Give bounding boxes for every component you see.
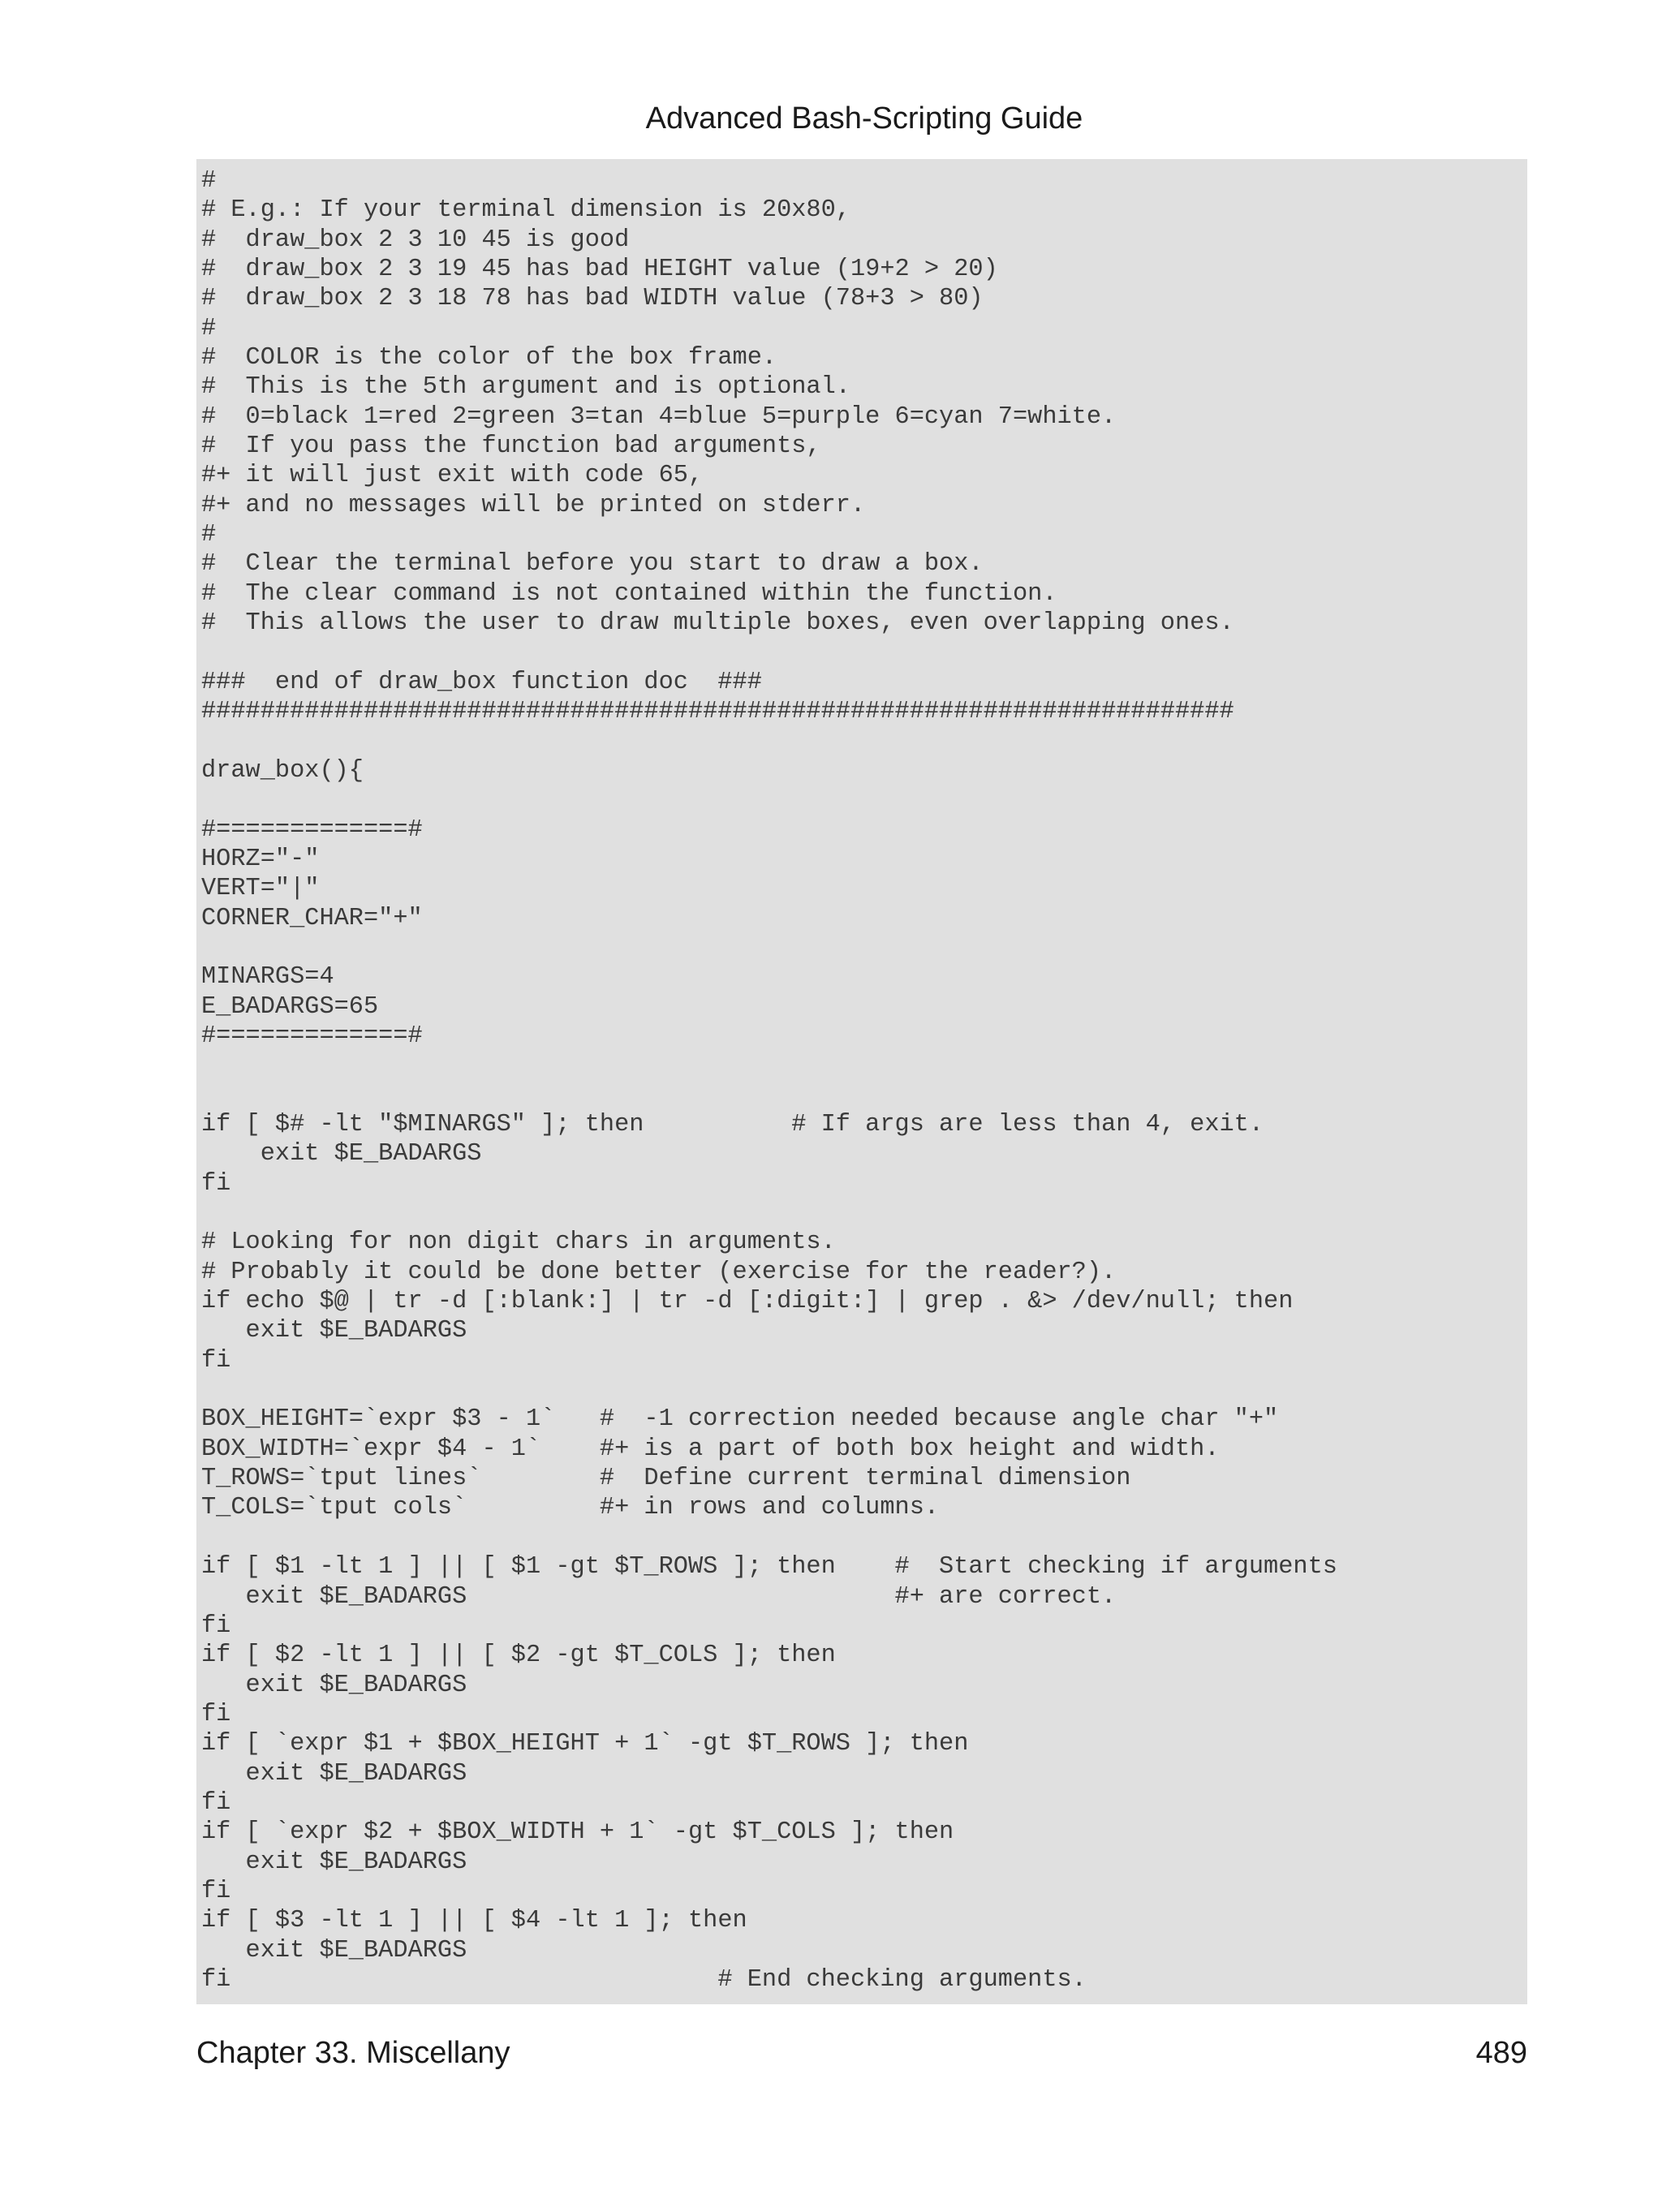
code-line: if [ $3 -lt 1 ] || [ $4 -lt 1 ]; then [201, 1907, 747, 1935]
code-line [201, 933, 1527, 962]
code-line: # [201, 167, 217, 195]
code-line: T_COLS=`tput cols` #+ in rows and columns. [201, 1494, 940, 1522]
code-line: exit $E_BADARGS [201, 1759, 467, 1788]
code-line: fi # End checking arguments. [201, 1965, 1087, 1994]
code-line: # The clear command is not contained within the function. [201, 579, 1057, 608]
code-line: draw_box(){ [201, 756, 364, 785]
code-line: fi [201, 1877, 231, 1905]
code-line [201, 1375, 1527, 1405]
code-line: # Clear the terminal before you start to draw a box. [201, 550, 984, 579]
code-line: ### end of draw_box function doc ### [201, 668, 762, 696]
code-line: #=============# [201, 1022, 423, 1050]
page-header: Advanced Bash-Scripting Guide [645, 101, 1083, 136]
code-line: fi [201, 1169, 231, 1198]
code-line: CORNER_CHAR="+" [201, 904, 423, 932]
code-line: BOX_WIDTH=`expr $4 - 1` #+ is a part of both box height and width. [201, 1435, 1220, 1463]
code-line: # draw_box 2 3 10 45 is good [201, 226, 630, 254]
code-line: # This allows the user to draw multiple boxes, even overlapping ones. [201, 609, 1234, 638]
code-line: T_ROWS=`tput lines` # Define current terminal dimension [201, 1465, 1131, 1493]
code-line: exit $E_BADARGS [201, 1848, 467, 1876]
code-line: if [ $2 -lt 1 ] || [ $2 -gt $T_COLS ]; then [201, 1642, 836, 1670]
code-line: exit $E_BADARGS [201, 1936, 467, 1965]
code-line: VERT="|" [201, 875, 320, 903]
code-line: fi [201, 1346, 231, 1375]
code-line: fi [201, 1612, 231, 1640]
code-line [201, 1199, 1527, 1228]
code-line: # [201, 314, 217, 342]
code-line: #+ and no messages will be printed on stderr. [201, 491, 866, 519]
code-line: # E.g.: If your terminal dimension is 20x80, [201, 196, 850, 225]
code-line: MINARGS=4 [201, 963, 334, 992]
chapter-title: Chapter 33. Miscellany [196, 2036, 510, 2070]
code-line: if [ $# -lt "$MINARGS" ]; then # If args are less than 4, exit. [201, 1111, 1264, 1138]
code-line: exit $E_BADARGS [201, 1140, 482, 1168]
code-line: # Looking for non digit chars in arguments. [201, 1229, 836, 1257]
code-line: # This is the 5th argument and is optional. [201, 373, 850, 402]
code-line: ###################################################################### [201, 698, 1234, 726]
code-line [201, 1081, 1527, 1110]
code-line [201, 727, 1527, 756]
code-line: BOX_HEIGHT=`expr $3 - 1` # -1 correction needed because angle char "+" [201, 1405, 1279, 1434]
code-line: # Probably it could be done better (exercise for the reader?). [201, 1258, 1117, 1286]
code-line: # If you pass the function bad arguments, [201, 433, 821, 461]
code-line: exit $E_BADARGS #+ are correct. [201, 1582, 1117, 1611]
code-line: if [ `expr $1 + $BOX_HEIGHT + 1` -gt $T_ROWS ]; then [201, 1730, 969, 1758]
code-line: exit $E_BADARGS [201, 1671, 467, 1699]
code-line: exit $E_BADARGS [201, 1317, 467, 1345]
code-line: E_BADARGS=65 [201, 992, 379, 1021]
code-line [201, 639, 1527, 668]
code-line: # draw_box 2 3 18 78 has bad WIDTH value (78+3 > 80) [201, 285, 984, 313]
code-line: if [ `expr $2 + $BOX_WIDTH + 1` -gt $T_COLS ]; then [201, 1818, 954, 1847]
code-line: # COLOR is the color of the box frame. [201, 344, 777, 372]
code-line: fi [201, 1788, 231, 1817]
code-listing [196, 159, 1527, 2004]
code-line: #=============# [201, 816, 423, 844]
code-line: # draw_box 2 3 19 45 has bad HEIGHT value (19+2 > 20) [201, 256, 998, 284]
code-line [201, 785, 1527, 815]
code-line: # [201, 521, 217, 549]
code-line: # 0=black 1=red 2=green 3=tan 4=blue 5=purple 6=cyan 7=white. [201, 402, 1117, 431]
code-line: #+ it will just exit with code 65, [201, 462, 704, 490]
code-line: HORZ="-" [201, 845, 320, 873]
code-line: if [ $1 -lt 1 ] || [ $1 -gt $T_ROWS ]; then # Start checking if arguments [201, 1553, 1337, 1582]
code-line: fi [201, 1700, 231, 1728]
page-number: 489 [1475, 2036, 1527, 2070]
code-line [201, 1523, 1527, 1552]
code-line [201, 1051, 1527, 1080]
code-line: if echo $@ | tr -d [:blank:] | tr -d [:digit:] | grep . &> /dev/null; then [201, 1288, 1294, 1316]
